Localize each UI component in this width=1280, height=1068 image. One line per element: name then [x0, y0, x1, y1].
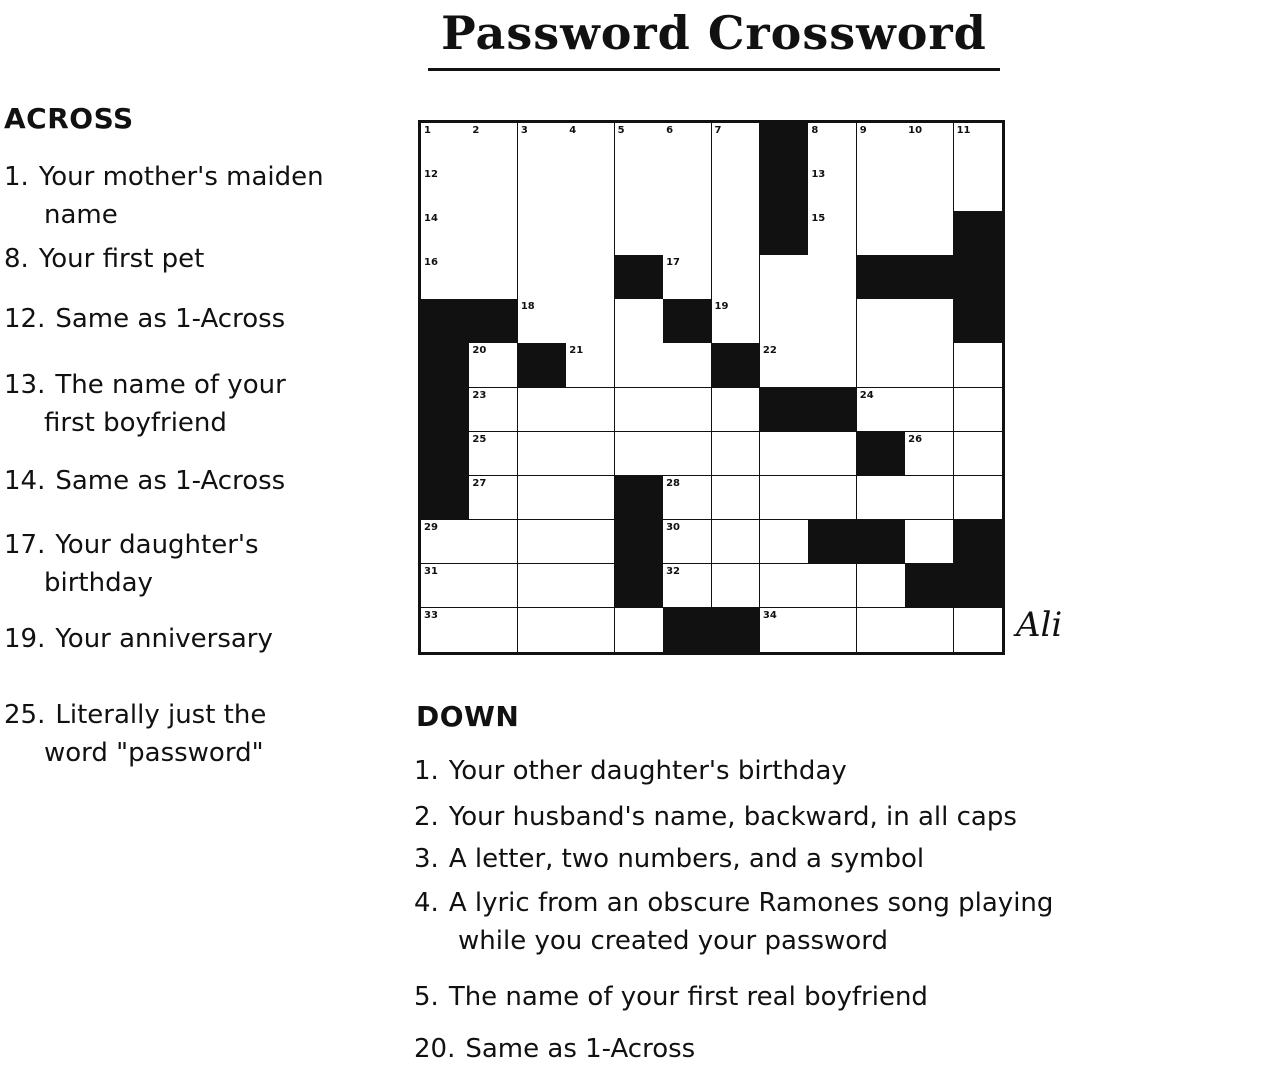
grid-cell[interactable]: [469, 564, 518, 609]
clue-text: Same as 1-Across: [55, 304, 286, 334]
clue-number: 17.: [4, 530, 46, 560]
grid-cell[interactable]: [808, 343, 857, 388]
grid-block: [421, 299, 470, 344]
grid-block: [469, 299, 518, 344]
grid-cell[interactable]: [712, 299, 761, 344]
grid-block: [615, 255, 664, 300]
clue-text: birthday: [44, 568, 153, 598]
grid-cell[interactable]: [954, 476, 1003, 521]
cell-number: 14: [424, 213, 438, 225]
cell-number: 10: [908, 125, 923, 136]
grid-cell[interactable]: [905, 343, 954, 388]
down-heading: DOWN: [416, 700, 520, 733]
cell-number: 23: [472, 389, 487, 401]
grid-cell[interactable]: [518, 123, 567, 168]
grid-cell[interactable]: [857, 564, 906, 609]
clue-text: Your first pet: [38, 244, 205, 274]
cell-number: 24: [859, 389, 874, 401]
cell-number: 22: [762, 345, 777, 357]
grid-cell[interactable]: [615, 343, 664, 388]
clue-text: A lyric from an obscure Ramones song playing: [448, 888, 1054, 918]
grid-cell[interactable]: [905, 608, 954, 653]
down-clue: [414, 1030, 695, 1068]
cell-number: 3: [520, 125, 528, 136]
grid-cell[interactable]: [469, 432, 518, 477]
grid-block: [808, 388, 857, 433]
clue-text: word "password": [44, 738, 264, 768]
cell-number: 17: [666, 257, 680, 269]
grid-cell[interactable]: [663, 432, 712, 477]
cell-number: 4: [569, 125, 577, 136]
clue-number: 1.: [414, 756, 439, 786]
grid-cell[interactable]: [857, 608, 906, 653]
grid-cell[interactable]: [615, 432, 664, 477]
clue-number: 14.: [4, 466, 46, 496]
grid-cell[interactable]: [905, 476, 954, 521]
grid-cell[interactable]: [808, 476, 857, 521]
cell-number: 32: [666, 565, 680, 577]
grid-cell[interactable]: [857, 388, 906, 433]
down-clue: [414, 798, 1017, 836]
grid-cell[interactable]: [421, 608, 470, 653]
grid-cell[interactable]: [857, 123, 906, 168]
grid-cell[interactable]: [905, 520, 954, 565]
grid-cell[interactable]: [760, 476, 809, 521]
cell-number: 12: [424, 169, 438, 181]
across-heading: ACROSS: [4, 102, 134, 135]
clue-text: A letter, two numbers, and a symbol: [448, 844, 925, 874]
grid-cell[interactable]: [712, 476, 761, 521]
grid-cell[interactable]: [857, 211, 906, 256]
grid-cell[interactable]: [566, 388, 615, 433]
grid-cell[interactable]: [566, 520, 615, 565]
grid-cell[interactable]: [808, 167, 857, 212]
grid-cell[interactable]: [954, 432, 1003, 477]
cell-number: 9: [859, 125, 867, 136]
grid-block: [663, 299, 712, 344]
across-clue: [4, 240, 204, 278]
grid-cell[interactable]: [712, 564, 761, 609]
grid-cell[interactable]: [421, 211, 470, 256]
grid-block: [421, 343, 470, 388]
grid-cell[interactable]: [808, 432, 857, 477]
grid-block: [905, 255, 954, 300]
cell-number: 29: [424, 521, 438, 533]
cell-number: 7: [714, 125, 722, 136]
page-title: Password Crossword: [441, 6, 987, 60]
grid-cell[interactable]: [421, 520, 470, 565]
grid-block: [760, 167, 809, 212]
cell-number: 28: [666, 477, 680, 489]
grid-block: [954, 211, 1003, 256]
grid-cell[interactable]: [712, 255, 761, 300]
grid-cell[interactable]: [808, 608, 857, 653]
grid-cell[interactable]: [663, 520, 712, 565]
cell-number: 21: [569, 345, 584, 357]
grid-cell[interactable]: [566, 211, 615, 256]
grid-cell[interactable]: [663, 476, 712, 521]
cell-number: 30: [666, 521, 680, 533]
grid-cell[interactable]: [760, 255, 809, 300]
grid-cell[interactable]: [566, 432, 615, 477]
grid-cell[interactable]: [712, 432, 761, 477]
grid-cell[interactable]: [469, 343, 518, 388]
across-clue: [4, 158, 324, 234]
grid-cell[interactable]: [808, 123, 857, 168]
across-clue: [4, 462, 285, 500]
grid-cell[interactable]: [615, 167, 664, 212]
grid-cell[interactable]: [663, 211, 712, 256]
grid-block: [615, 564, 664, 609]
clue-text: The name of your first real boyfriend: [448, 982, 928, 1012]
grid-cell[interactable]: [905, 167, 954, 212]
grid-block: [857, 432, 906, 477]
grid-cell[interactable]: [808, 255, 857, 300]
grid-block: [954, 564, 1003, 609]
grid-cell[interactable]: [712, 167, 761, 212]
cell-number: 16: [424, 257, 438, 269]
grid-block: [857, 255, 906, 300]
grid-cell[interactable]: [566, 564, 615, 609]
cell-number: 26: [908, 433, 923, 445]
clue-text: Your mother's maiden: [38, 162, 324, 192]
grid-cell[interactable]: [469, 476, 518, 521]
grid-cell[interactable]: [469, 520, 518, 565]
grid-cell[interactable]: [808, 299, 857, 344]
across-clue: [4, 526, 259, 602]
grid-cell[interactable]: [760, 299, 809, 344]
grid-cell[interactable]: [518, 520, 567, 565]
grid-cell[interactable]: [518, 388, 567, 433]
grid-cell[interactable]: [469, 211, 518, 256]
cell-number: 11: [956, 125, 971, 136]
grid-cell[interactable]: [615, 211, 664, 256]
grid-block: [954, 255, 1003, 300]
grid-cell[interactable]: [615, 299, 664, 344]
down-clue: [414, 884, 1053, 960]
grid-block: [615, 476, 664, 521]
grid-cell[interactable]: [808, 211, 857, 256]
grid-cell[interactable]: [954, 343, 1003, 388]
grid-cell[interactable]: [663, 343, 712, 388]
grid-block: [712, 608, 761, 653]
clue-number: 2.: [414, 802, 439, 832]
cell-number: 6: [666, 125, 674, 136]
grid-cell[interactable]: [760, 432, 809, 477]
grid-cell[interactable]: [663, 388, 712, 433]
grid-cell[interactable]: [905, 299, 954, 344]
grid-cell[interactable]: [905, 211, 954, 256]
grid-cell[interactable]: [518, 432, 567, 477]
down-clue: [414, 752, 847, 790]
across-clue: [4, 620, 273, 658]
grid-block: [615, 520, 664, 565]
down-clue: [414, 978, 928, 1016]
grid-block: [421, 432, 470, 477]
grid-cell[interactable]: [954, 123, 1003, 168]
clue-number: 13.: [4, 370, 46, 400]
clue-text: Your husband's name, backward, in all caps: [448, 802, 1017, 832]
grid-cell[interactable]: [905, 123, 954, 168]
clue-number: 3.: [414, 844, 439, 874]
grid-cell[interactable]: [663, 167, 712, 212]
title-underline: [428, 68, 1000, 71]
grid-block: [905, 564, 954, 609]
grid-block: [760, 123, 809, 168]
cell-number: 15: [811, 213, 826, 225]
grid-cell[interactable]: [760, 564, 809, 609]
cell-number: 33: [424, 609, 438, 621]
grid-cell[interactable]: [421, 167, 470, 212]
grid-cell[interactable]: [905, 432, 954, 477]
grid-cell[interactable]: [421, 123, 470, 168]
cell-number: 18: [520, 301, 535, 313]
grid-block: [760, 388, 809, 433]
clue-text: first boyfriend: [44, 408, 227, 438]
grid-cell[interactable]: [712, 211, 761, 256]
grid-block: [760, 211, 809, 256]
cell-number: 2: [472, 125, 480, 136]
grid-block: [712, 343, 761, 388]
grid-cell[interactable]: [469, 255, 518, 300]
grid-cell[interactable]: [857, 299, 906, 344]
cell-number: 34: [762, 609, 777, 621]
grid-cell[interactable]: [518, 564, 567, 609]
cell-number: 5: [617, 125, 625, 136]
grid-cell[interactable]: [615, 123, 664, 168]
grid-cell[interactable]: [421, 564, 470, 609]
grid-cell[interactable]: [712, 123, 761, 168]
cell-number: 20: [472, 345, 487, 357]
grid-cell[interactable]: [421, 255, 470, 300]
grid-cell[interactable]: [857, 476, 906, 521]
grid-cell[interactable]: [469, 608, 518, 653]
clue-text: Same as 1-Across: [465, 1034, 696, 1064]
clue-number: 8.: [4, 244, 29, 274]
grid-cell[interactable]: [518, 476, 567, 521]
grid-cell[interactable]: [615, 388, 664, 433]
grid-block: [663, 608, 712, 653]
grid-cell[interactable]: [469, 123, 518, 168]
grid-cell[interactable]: [760, 520, 809, 565]
grid-cell[interactable]: [518, 167, 567, 212]
grid-cell[interactable]: [663, 255, 712, 300]
grid-cell[interactable]: [663, 564, 712, 609]
grid-cell[interactable]: [518, 299, 567, 344]
grid-cell[interactable]: [615, 608, 664, 653]
cell-number: 13: [811, 169, 826, 181]
grid-cell[interactable]: [566, 608, 615, 653]
cell-number: 27: [472, 477, 487, 489]
clue-number: 5.: [414, 982, 439, 1012]
grid-cell[interactable]: [712, 388, 761, 433]
grid-cell[interactable]: [566, 167, 615, 212]
grid-cell[interactable]: [518, 211, 567, 256]
grid-block: [421, 476, 470, 521]
grid-cell[interactable]: [566, 299, 615, 344]
grid-cell[interactable]: [566, 343, 615, 388]
cell-number: 8: [811, 125, 819, 136]
grid-block: [518, 343, 567, 388]
grid-cell[interactable]: [954, 167, 1003, 212]
clue-number: 4.: [414, 888, 439, 918]
grid-cell[interactable]: [712, 520, 761, 565]
clue-number: 19.: [4, 624, 46, 654]
across-clue: [4, 696, 266, 772]
clue-text: The name of your: [55, 370, 286, 400]
cell-number: 31: [424, 565, 438, 577]
cell-number: 1: [424, 125, 431, 136]
grid-cell[interactable]: [566, 123, 615, 168]
clue-text: Your daughter's: [55, 530, 259, 560]
grid-cell[interactable]: [857, 343, 906, 388]
grid-cell[interactable]: [760, 608, 809, 653]
grid-cell[interactable]: [469, 388, 518, 433]
clue-text: while you created your password: [458, 926, 888, 956]
grid-cell[interactable]: [518, 255, 567, 300]
grid-cell[interactable]: [808, 564, 857, 609]
grid-cell[interactable]: [760, 343, 809, 388]
grid-cell[interactable]: [566, 255, 615, 300]
clue-number: 25.: [4, 700, 46, 730]
grid-cell[interactable]: [954, 388, 1003, 433]
cell-number: 19: [714, 301, 729, 313]
grid-cell[interactable]: [663, 123, 712, 168]
artist-signature: Ali: [1016, 605, 1063, 645]
clue-text: Same as 1-Across: [55, 466, 286, 496]
grid-block: [857, 520, 906, 565]
across-clue: [4, 366, 286, 442]
grid-block: [954, 299, 1003, 344]
clue-text: name: [44, 200, 118, 230]
across-clue: [4, 300, 285, 338]
grid-cell[interactable]: [469, 167, 518, 212]
crossword-grid: [418, 120, 1005, 655]
grid-cell[interactable]: [905, 388, 954, 433]
clue-text: Literally just the: [55, 700, 267, 730]
clue-number: 12.: [4, 304, 46, 334]
grid-block: [954, 520, 1003, 565]
grid-cell[interactable]: [566, 476, 615, 521]
grid-cell[interactable]: [518, 608, 567, 653]
grid-block: [421, 388, 470, 433]
clue-text: Your anniversary: [55, 624, 273, 654]
clue-number: 20.: [414, 1034, 456, 1064]
grid-block: [808, 520, 857, 565]
grid-cell[interactable]: [954, 608, 1003, 653]
clue-text: Your other daughter's birthday: [448, 756, 847, 786]
grid-cell[interactable]: [857, 167, 906, 212]
down-clue: [414, 840, 924, 878]
cell-number: 25: [472, 433, 487, 445]
clue-number: 1.: [4, 162, 29, 192]
